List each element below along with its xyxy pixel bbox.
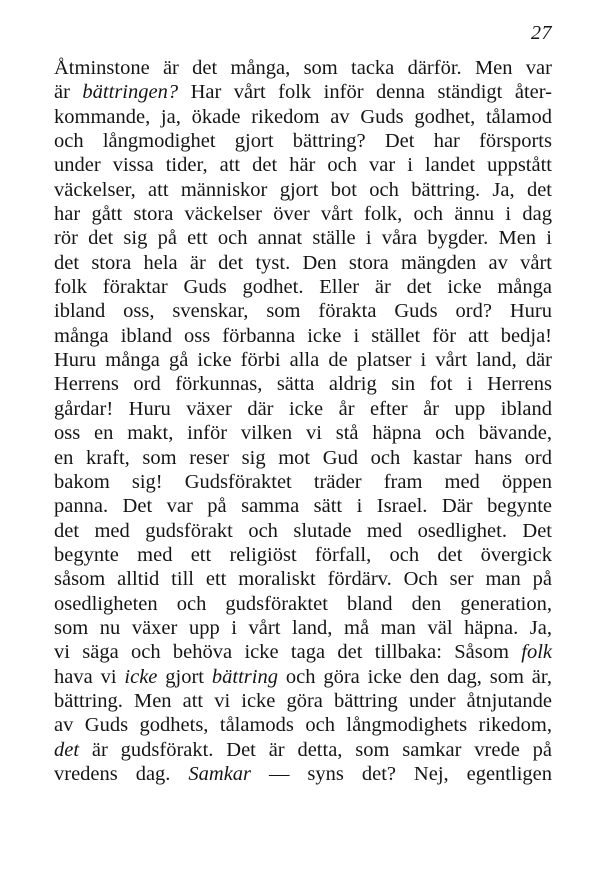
text-segment: och långmodighet gjort bättring? Det har försports [54,130,552,153]
italic-text: det [54,738,80,761]
text-segment: en kraft, som reser sig mot Gud och kastar hans ord [54,446,552,469]
text-segment: av Guds godhets, tålamods och långmodighets rikedom, [54,714,552,737]
text-line [54,275,552,299]
text-segment: är gudsförakt. Det är detta, som samkar vrede på [79,738,552,761]
text-line [54,129,552,153]
text-segment: vredens dag. [54,762,189,785]
text-line [54,616,552,640]
text-segment: det stora hela är det tyst. Den stora mängden av vårt [54,251,552,274]
text-line [54,348,552,372]
italic-text: folk [521,641,552,664]
text-line [54,665,552,689]
text-line [54,494,552,518]
text-line [54,56,552,80]
text-line [54,324,552,348]
text-segment: hava vi [54,665,125,688]
text-line [54,299,552,323]
text-segment: bättring. Men att vi icke göra bättring under åtnjutande [54,689,552,712]
italic-text: icke [124,665,158,688]
text-line [54,178,552,202]
text-segment: såsom alltid till ett moraliskt fördärv. Och ser man på [54,568,552,591]
text-line [54,226,552,250]
page-number: 27 [531,22,552,44]
text-segment: bakom sig! Gudsföraktet träder fram med öppen [54,470,552,493]
text-segment: panna. Det var på samma sätt i Israel. Där begynte [54,495,552,518]
text-segment: Herrens ord förkunnas, sätta aldrig sin fot i Herrens [54,373,552,396]
text-line [54,592,552,616]
text-segment: många ibland oss förbanna icke i stället för att bedja! [54,324,552,347]
text-line [54,738,552,762]
text-line [54,421,552,445]
text-segment: begynte med ett religiöst förfall, och det övergick [54,543,552,566]
text-line [54,519,552,543]
text-segment: det med gudsförakt och slutade med osedlighet. Det [54,519,552,542]
text-segment: folk föraktar Guds godhet. Eller är det icke många [54,276,552,299]
italic-text: Samkar [188,762,252,785]
text-segment: rör det sig på ett och annat ställe i våra bygder. Men i [54,227,552,250]
text-segment: vi säga och behöva icke taga det tillbaka: Såsom [54,641,522,664]
text-line [54,397,552,421]
text-segment: väckelser, att människor gjort bot och bättring. Ja, det [54,178,552,201]
text-line [54,689,552,713]
text-segment: Har vårt folk inför denna ständigt åter- [178,81,552,104]
text-line [54,251,552,275]
text-line [54,713,552,737]
text-line [54,446,552,470]
text-segment: — syns det? Nej, egentligen [251,762,552,785]
text-segment: osedligheten och gudsföraktet bland den generation, [54,592,552,615]
text-line [54,543,552,567]
text-line [54,105,552,129]
text-segment: och göra icke den dag, som är, [277,665,552,688]
text-line [54,762,552,786]
text-line [54,640,552,664]
text-segment: under vissa tider, att det här och var i landet uppstått [54,154,552,177]
text-segment: kommande, ja, ökade rikedom av Guds godhet, tålamod [54,105,552,128]
text-line [54,153,552,177]
text-segment: Huru många gå icke förbi alla de platser i vårt land, där [54,349,552,372]
text-line [54,202,552,226]
text-line [54,372,552,396]
text-segment: ibland oss, svenskar, som förakta Guds ord? Huru [54,300,552,323]
text-segment: är [54,81,83,104]
italic-text: bättring [211,665,278,688]
text-line [54,80,552,104]
italic-text: bättringen? [82,81,179,104]
text-segment: har gått stora väckelser över vårt folk, och ännu i dag [54,203,552,226]
text-segment: oss en makt, inför vilken vi stå häpna och bävande, [54,422,552,445]
text-segment: som nu växer upp i vårt land, må man väl häpna. Ja, [54,616,552,639]
text-line [54,567,552,591]
text-segment: gjort [157,665,212,688]
text-segment: Åtminstone är det många, som tacka därför. Men var [54,57,552,79]
body-text [54,56,552,786]
text-line [54,470,552,494]
text-segment: gårdar! Huru växer där icke år efter år upp ibland [54,397,552,420]
